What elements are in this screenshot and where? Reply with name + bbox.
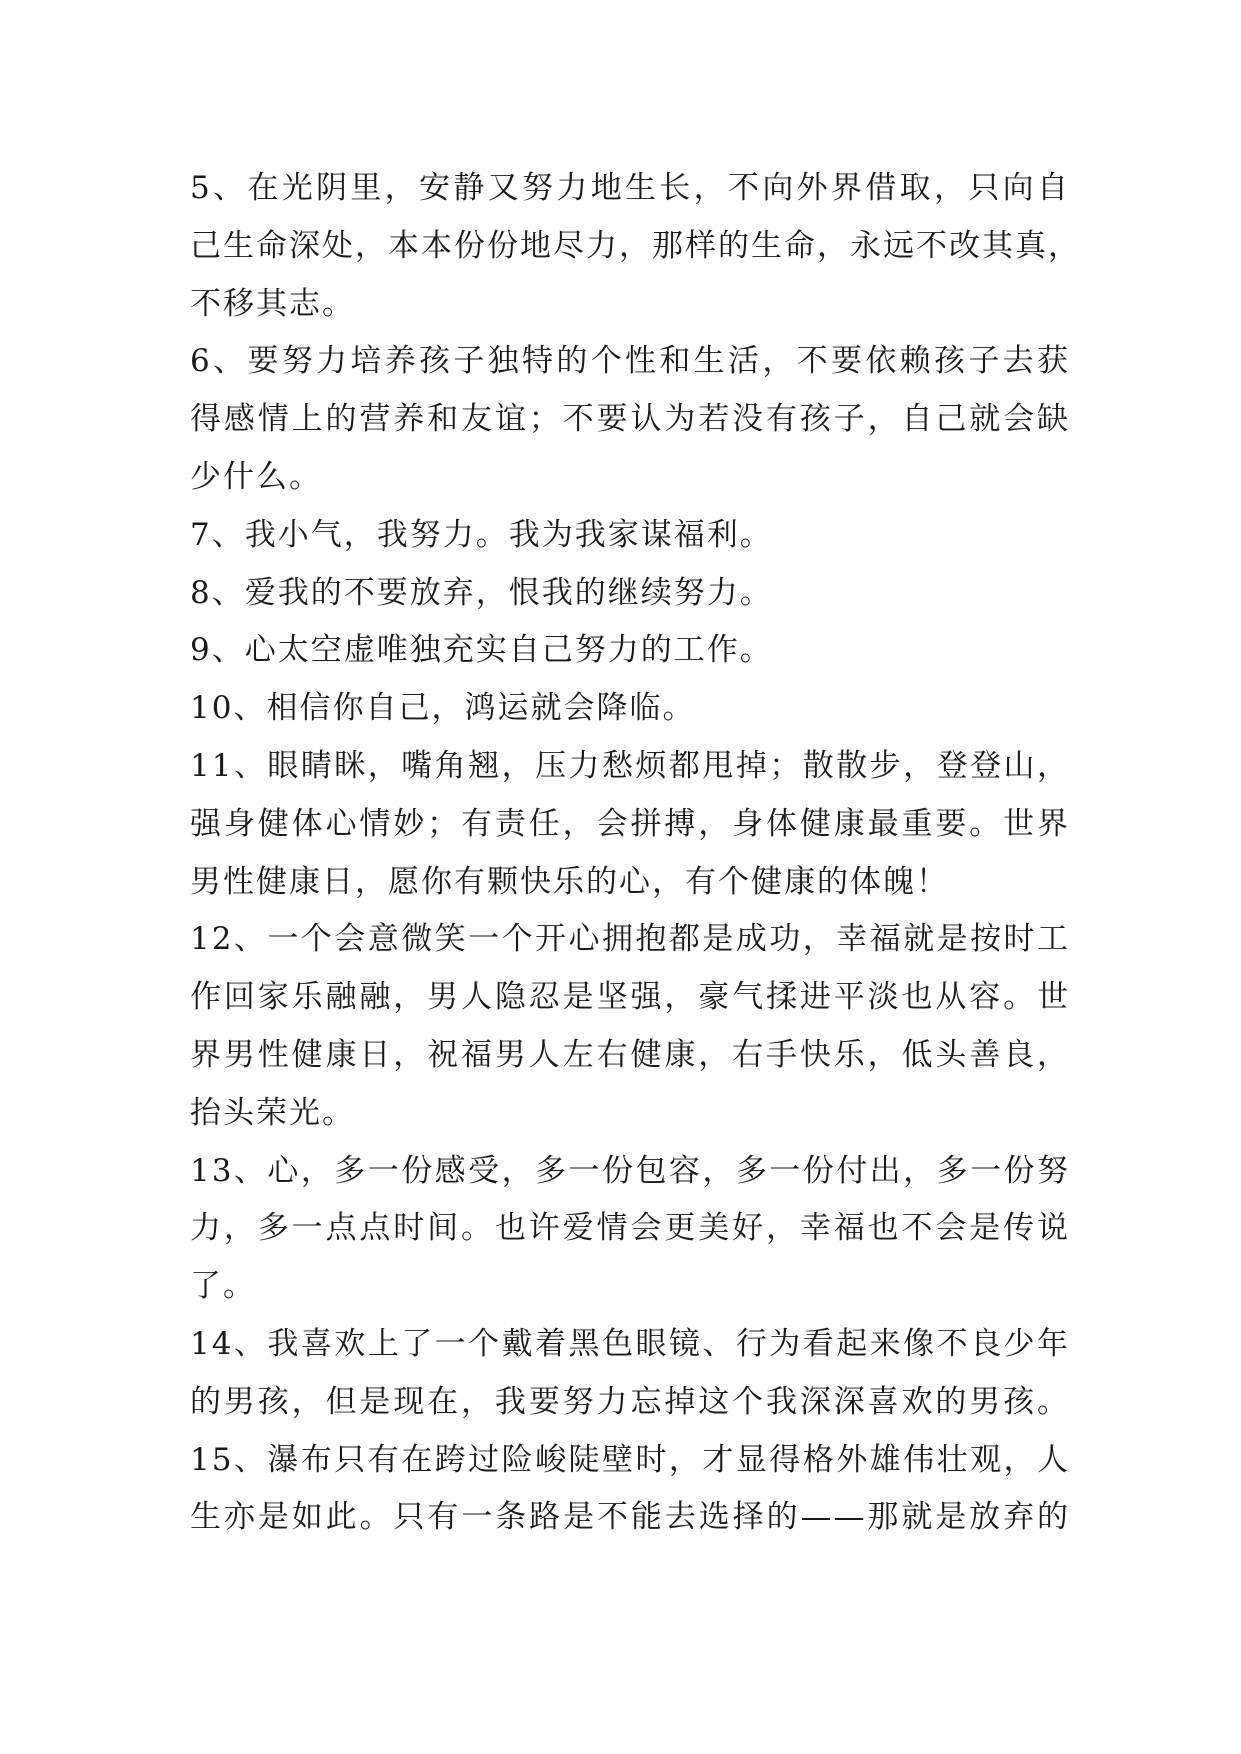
paragraph: [190, 1316, 1070, 1432]
text-line: 少什么。: [190, 458, 322, 495]
text-line: 5、在光阴里，安静又努力地生长，不向外界借取，只向自: [190, 170, 1070, 206]
text-line: 作回家乐融融，男人隐忍是坚强，豪气揉进平淡也从容。世: [190, 979, 1070, 1016]
text-line: 男性健康日，愿你有颗快乐的心，有个健康的体魄！: [190, 863, 949, 900]
text-line: 6、要努力培养孩子独特的个性和生活，不要依赖孩子去获: [190, 343, 1070, 380]
paragraph: [190, 1143, 1070, 1316]
text-line: 界男性健康日，祝福男人左右健康，右手快乐，低头善良，: [190, 1036, 1070, 1073]
text-line: 11、眼睛眯，嘴角翘，压力愁烦都甩掉；散散步，登登山，: [190, 747, 1070, 784]
text-line: 抬头荣光。: [190, 1094, 355, 1131]
text-line: 15、瀑布只有在跨过险峻陡壁时，才显得格外雄伟壮观，人: [190, 1441, 1070, 1478]
text-line: 强身健体心情妙；有责任，会拼搏，身体健康最重要。世界: [190, 805, 1070, 842]
paragraph: [190, 622, 1070, 680]
text-line: 8、爱我的不要放弃，恨我的继续努力。: [190, 574, 773, 611]
text-line: 己生命深处，本本份份地尽力，那样的生命，永远不改其真，: [190, 227, 1081, 264]
paragraph: [190, 1432, 1070, 1548]
paragraph: [190, 680, 1070, 738]
document-body: [190, 160, 1081, 1547]
paragraph: [190, 738, 1070, 911]
text-line: 不移其志。: [190, 285, 355, 322]
text-line: 7、我小气，我努力。我为我家谋福利。: [190, 516, 773, 553]
text-line: 的男孩，但是现在，我要努力忘掉这个我深深喜欢的男孩。: [190, 1383, 1070, 1420]
paragraph: [190, 333, 1070, 506]
text-line: 生亦是如此。只有一条路是不能去选择的——那就是放弃的: [190, 1499, 1070, 1536]
text-line: 得感情上的营养和友谊；不要认为若没有孩子，自己就会缺: [190, 401, 1070, 438]
text-line: 14、我喜欢上了一个戴着黑色眼镜、行为看起来像不良少年: [190, 1325, 1070, 1362]
paragraph: [190, 160, 1081, 333]
paragraph: [190, 911, 1070, 1142]
text-line: 力，多一点点时间。也许爱情会更美好，幸福也不会是传说: [190, 1210, 1070, 1247]
text-line: 13、心，多一份感受，多一份包容，多一份付出，多一份努: [190, 1152, 1070, 1189]
text-line: 9、心太空虚唯独充实自己努力的工作。: [190, 632, 773, 669]
text-line: 12、一个会意微笑一个开心拥抱都是成功，幸福就是按时工: [190, 921, 1070, 958]
paragraph: [190, 507, 1070, 565]
text-line: 10、相信你自己，鸿运就会降临。: [190, 690, 696, 727]
text-line: 了。: [190, 1268, 256, 1305]
paragraph: [190, 565, 1070, 623]
